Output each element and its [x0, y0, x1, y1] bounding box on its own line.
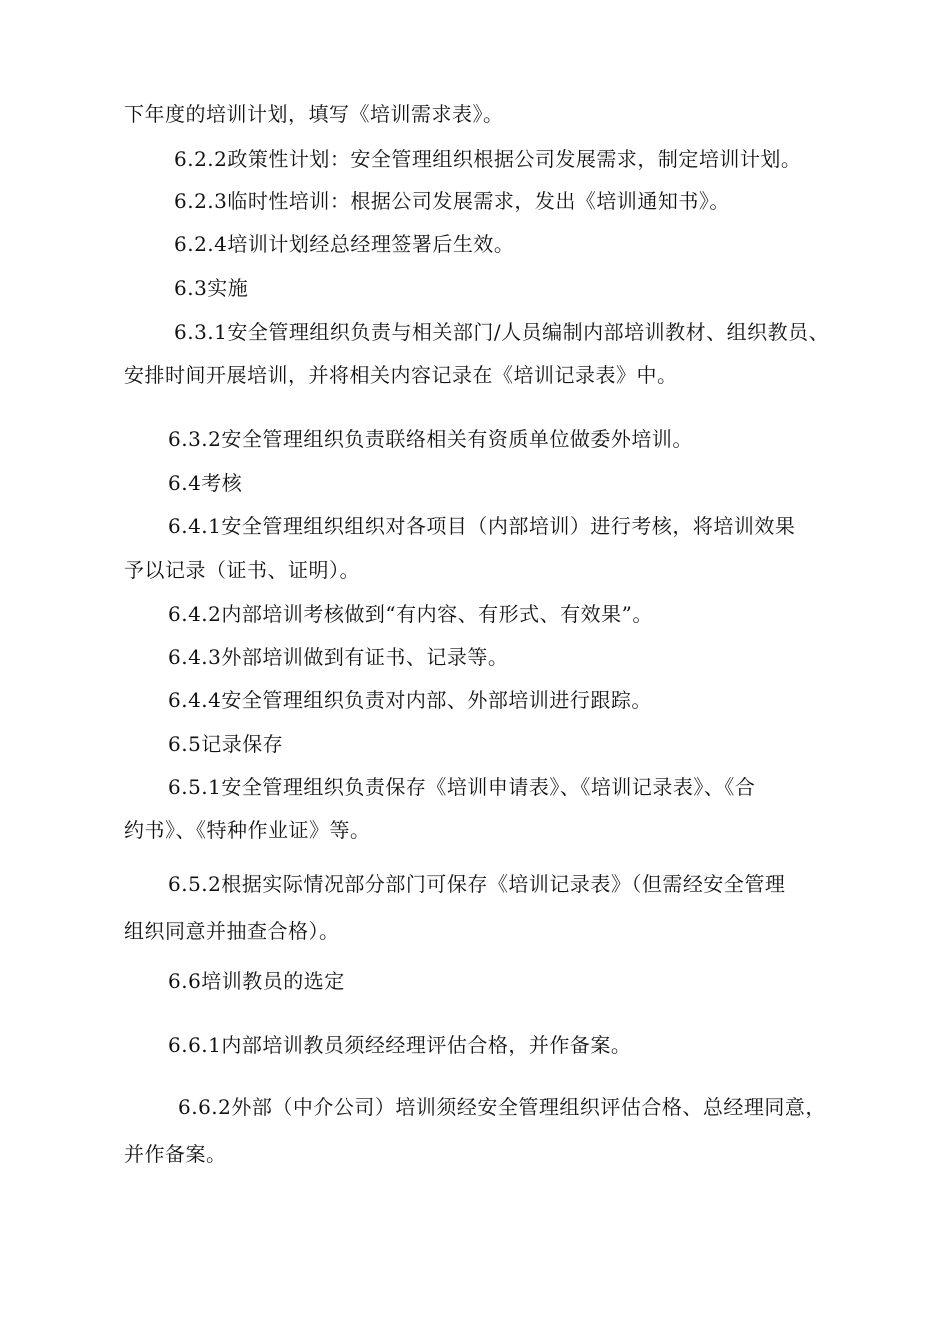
section-heading: 6.5记录保存: [168, 732, 284, 756]
text-line: 6.3.2安全管理组织负责联络相关有资质单位做委外培训。: [168, 427, 693, 451]
text-line: 6.4.3外部培训做到有证书、记录等。: [168, 645, 509, 669]
text-line: 6.2.4培训计划经总经理签署后生效。: [174, 232, 515, 256]
text-line: 并作备案。: [124, 1142, 227, 1166]
text-line: 予以记录（证书、证明）。: [124, 558, 360, 582]
text-line: 6.4.4安全管理组织负责对内部、外部培训进行跟踪。: [168, 688, 652, 712]
section-heading: 6.3实施: [174, 276, 249, 300]
text-line: 6.5.2根据实际情况部分部门可保存《培训记录表》（但需经安全管理: [168, 872, 786, 896]
section-heading: 6.4考核: [168, 471, 243, 495]
text-line: 6.4.2内部培训考核做到“有内容、有形式、有效果”。: [168, 602, 653, 626]
text-line: 6.2.3临时性培训：根据公司发展需求，发出《培训通知书》。: [174, 189, 730, 213]
text-line: 6.6.1内部培训教员须经经理评估合格，并作备案。: [168, 1033, 632, 1057]
text-line: 安排时间开展培训，并将相关内容记录在《培训记录表》中。: [124, 363, 678, 387]
text-line: 下年度的培训计划，填写《培训需求表》。: [124, 102, 504, 126]
text-line: 6.5.1安全管理组织负责保存《培训申请表》、《培训记录表》、《合: [168, 775, 756, 799]
text-line: 6.4.1安全管理组织组织对各项目（内部培训）进行考核，将培训效果: [168, 514, 796, 538]
section-heading: 6.6培训教员的选定: [168, 969, 345, 993]
text-line: 6.6.2外部（中介公司）培训须经安全管理组织评估合格、总经理同意，: [178, 1095, 826, 1119]
text-line: 6.2.2政策性计划：安全管理组织根据公司发展需求，制定培训计划。: [174, 147, 802, 171]
text-line: 约书》、《特种作业证》等。: [124, 818, 371, 842]
text-line: 6.3.1安全管理组织负责与相关部门/人员编制内部培训教材、组织教员、: [174, 320, 830, 344]
text-line: 组织同意并抽查合格）。: [124, 919, 340, 943]
